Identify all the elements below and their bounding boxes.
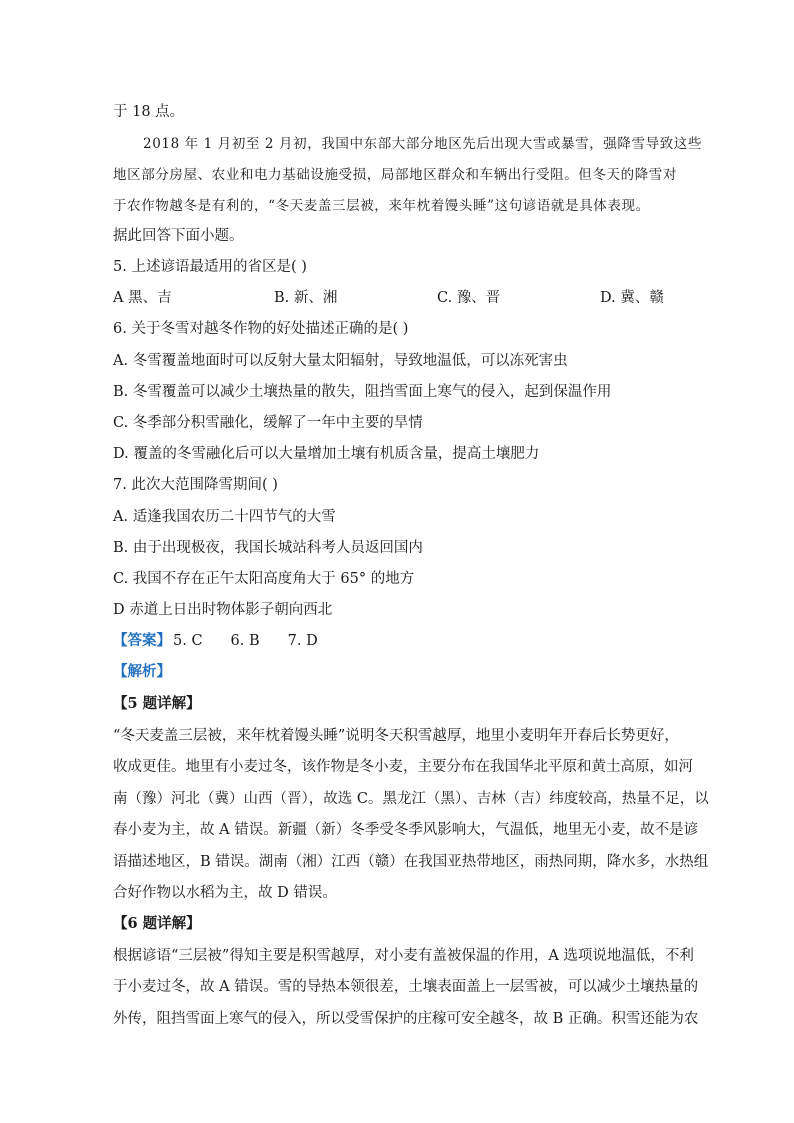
passage-line-1: 2018 年 1 月初至 2 月初，我国中东部大部分地区先后出现大雪或暴雪，强降雪导致这些 (143, 136, 702, 152)
q5-detail-line: 语描述地区，B 错误。湖南（湘）江西（赣）在我国亚热带地区，雨热同期，降水多，水热组 (113, 854, 709, 870)
q5-detail-line: 春小麦为主，故 A 错误。新疆（新）冬季受冬季风影响大，气温低，地里无小麦，故不是谚 (113, 822, 699, 838)
question-5-option-b: B. 新、湘 (274, 290, 338, 306)
question-7-option-d: D 赤道上日出时物体影子朝向西北 (113, 602, 333, 618)
q6-detail-tag: 【6 题详解】 (113, 915, 201, 932)
answer-5: 5. C (173, 633, 203, 649)
question-7-option-a: A. 适逢我国农历二十四节气的大雪 (113, 509, 336, 525)
answer-6: 6. B (230, 633, 260, 649)
q5-detail-line: “冬天麦盖三层被，来年枕着馒头睡”说明冬天积雪越厚，地里小麦明年开春后长势更好， (113, 728, 679, 744)
analysis-tag: 【解析】 (113, 663, 171, 680)
q5-detail-line: 南（豫）河北（冀）山西（晋），故选 C。黑龙江（黑）、吉林（吉）纬度较高，热量不足，以 (113, 791, 709, 807)
question-6-stem: 6. 关于冬雪对越冬作物的好处描述正确的是( ) (113, 321, 409, 337)
passage-line-3: 于农作物越冬是有利的，“冬天麦盖三层被，来年枕着馒头睡”这句谚语就是具体表现。 (113, 198, 650, 214)
intro-tail: 于 18 点。 (113, 104, 185, 120)
question-6-option-a: A. 冬雪覆盖地面时可以反射大量太阳辐射，导致地温低，可以冻死害虫 (113, 353, 568, 369)
question-5-option-d: D. 冀、赣 (600, 290, 664, 306)
q6-detail-line: 于小麦过冬，故 A 错误。雪的导热本领很差，土壤表面盖上一层雪被，可以减少土壤热量的 (113, 979, 699, 995)
question-6-option-c: C. 冬季部分积雪融化，缓解了一年中主要的旱情 (113, 415, 423, 431)
question-5-option-a: A 黑、吉 (113, 290, 172, 306)
question-6-option-d: D. 覆盖的冬雪融化后可以大量增加土壤有机质含量，提高土壤肥力 (113, 446, 540, 462)
passage-line-2: 地区部分房屋、农业和电力基础设施受损，局部地区群众和车辆出行受阻。但冬天的降雪对 (113, 167, 677, 183)
q5-detail-line: 收成更佳。地里有小麦过冬，该作物是冬小麦，主要分布在我国华北平原和黄土高原，如河 (113, 759, 693, 775)
q6-detail-line: 根据谚语“三层被”得知主要是积雪越厚，对小麦有盖被保温的作用，A 选项说地温低，不利 (113, 948, 694, 964)
question-5-option-c: C. 豫、晋 (437, 290, 501, 306)
answer-7: 7. D (287, 633, 318, 649)
question-7-option-c: C. 我国不存在正午太阳高度角大于 65° 的地方 (113, 571, 415, 587)
answer-row (113, 631, 318, 651)
question-7-stem: 7. 此次大范围降雪期间( ) (113, 477, 278, 493)
q5-detail-tag: 【5 题详解】 (113, 695, 201, 712)
question-5-stem: 5. 上述谚语最适用的省区是( ) (113, 259, 307, 275)
answer-tag: 【答案】 (113, 632, 171, 649)
q6-detail-line: 外传，阻挡雪面上寒气的侵入，所以受雪保护的庄稼可安全越冬，故 B 正确。积雪还能为农 (113, 1011, 699, 1027)
prompt: 据此回答下面小题。 (113, 228, 244, 244)
question-6-option-b: B. 冬雪覆盖可以减少土壤热量的散失，阻挡雪面上寒气的侵入，起到保温作用 (113, 384, 612, 400)
question-7-option-b: B. 由于出现极夜，我国长城站科考人员返回国内 (113, 540, 423, 556)
q5-detail-line: 合好作物以水稻为主，故 D 错误。 (113, 885, 337, 901)
